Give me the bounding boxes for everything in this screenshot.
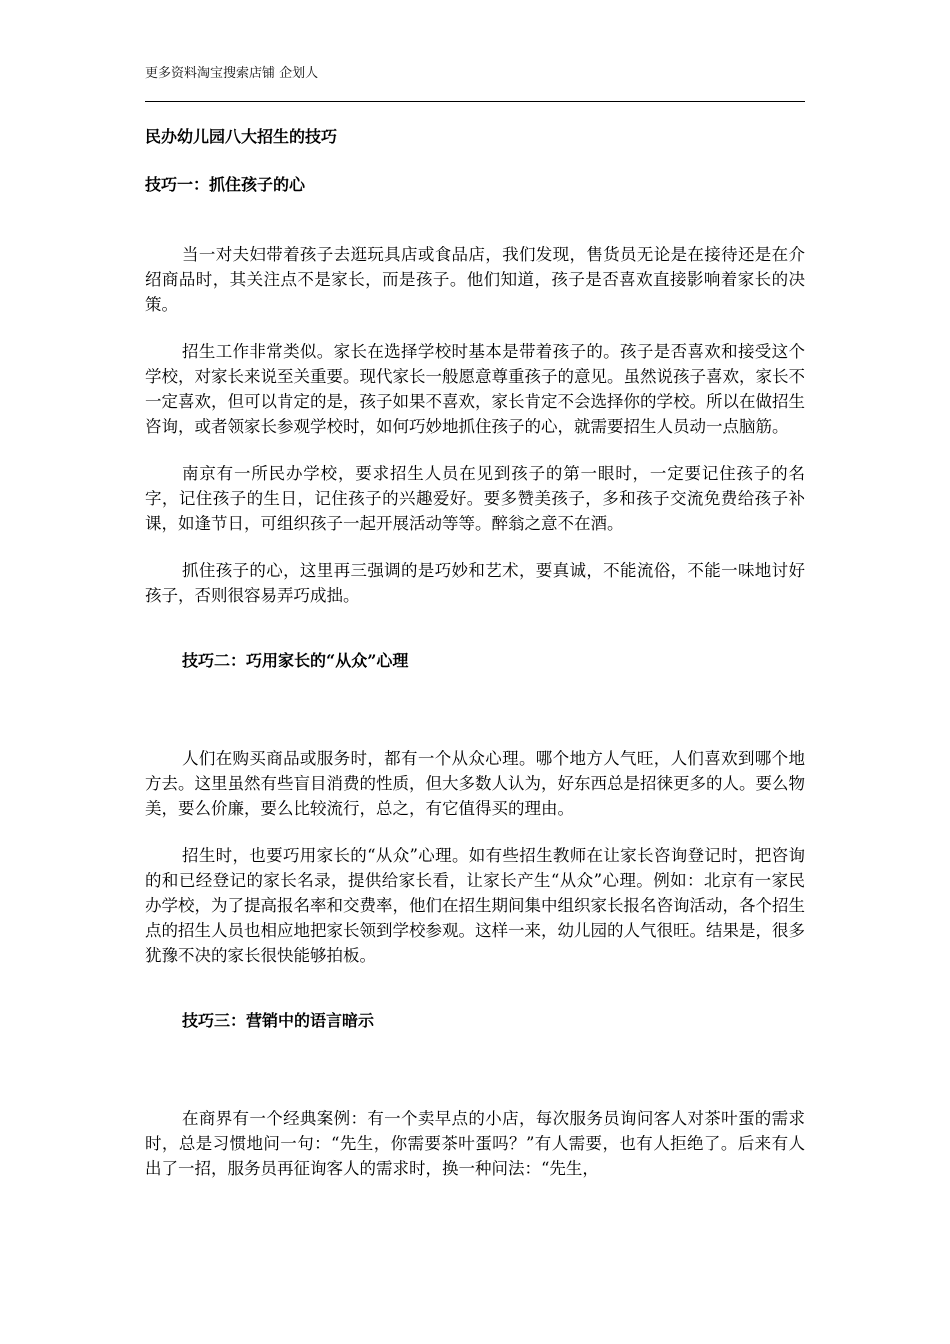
header-divider [145, 101, 805, 102]
section-heading-3: 技巧三：营销中的语言暗示 [182, 1011, 375, 1030]
document-title: 民办幼儿园八大招生的技巧 [145, 127, 338, 146]
paragraph: 南京有一所民办学校，要求招生人员在见到孩子的第一眼时，一定要记住孩子的名字，记住孩子的生日，记住孩子的兴趣爱好。要多赞美孩子，多和孩子交流免费给孩子补课，如逢节日，可组织孩子一起开展活动等等。醉翁之意不在酒。 [145, 464, 805, 533]
document-body [145, 118, 805, 1181]
paragraph: 抓住孩子的心，这里再三强调的是巧妙和艺术，要真诚，不能流俗，不能一味地讨好孩子，否则很容易弄巧成拙。 [145, 561, 805, 605]
paragraph: 人们在购买商品或服务时，都有一个从众心理。哪个地方人气旺，人们喜欢到哪个地方去。这里虽然有些盲目消费的性质，但大多数人认为，好东西总是招徕更多的人。要么物美，要么价廉，要么比较流行，总之，有它值得买的理由。 [145, 749, 805, 818]
paragraph: 在商界有一个经典案例：有一个卖早点的小店，每次服务员询问客人对茶叶蛋的需求时，总是习惯地问一句：“先生，你需要茶叶蛋吗？”有人需要，也有人拒绝了。后来有人出了一招，服务员再征询客人的需求时，换一种问法：“先生， [145, 1109, 805, 1178]
section-heading-2: 技巧二：巧用家长的“从众”心理 [182, 651, 409, 670]
section-heading-1: 技巧一：抓住孩子的心 [145, 175, 306, 194]
paragraph: 当一对夫妇带着孩子去逛玩具店或食品店，我们发现，售货员无论是在接待还是在介绍商品时，其关注点不是家长，而是孩子。他们知道，孩子是否喜欢直接影响着家长的决策。 [145, 245, 805, 314]
paragraph: 招生工作非常类似。家长在选择学校时基本是带着孩子的。孩子是否喜欢和接受这个学校，对家长来说至关重要。现代家长一般愿意尊重孩子的意见。虽然说孩子喜欢，家长不一定喜欢，但可以肯定的是，孩子如果不喜欢，家长肯定不会选择你的学校。所以在做招生咨询，或者领家长参观学校时，如何巧妙地抓住孩子的心，就需要招生人员动一点脑筋。 [145, 342, 805, 436]
paragraph: 招生时，也要巧用家长的“从众”心理。如有些招生教师在让家长咨询登记时，把咨询的和已经登记的家长名录，提供给家长看，让家长产生“从众”心理。例如：北京有一家民办学校，为了提高报名率和交费率，他们在招生期间集中组织家长报名咨询活动，各个招生点的招生人员也相应地把家长领到学校参观。这样一来，幼儿园的人气很旺。结果是，很多犹豫不决的家长很快能够拍板。 [145, 846, 805, 965]
page-header: 更多资料淘宝搜索店铺 企划人 [145, 66, 319, 81]
